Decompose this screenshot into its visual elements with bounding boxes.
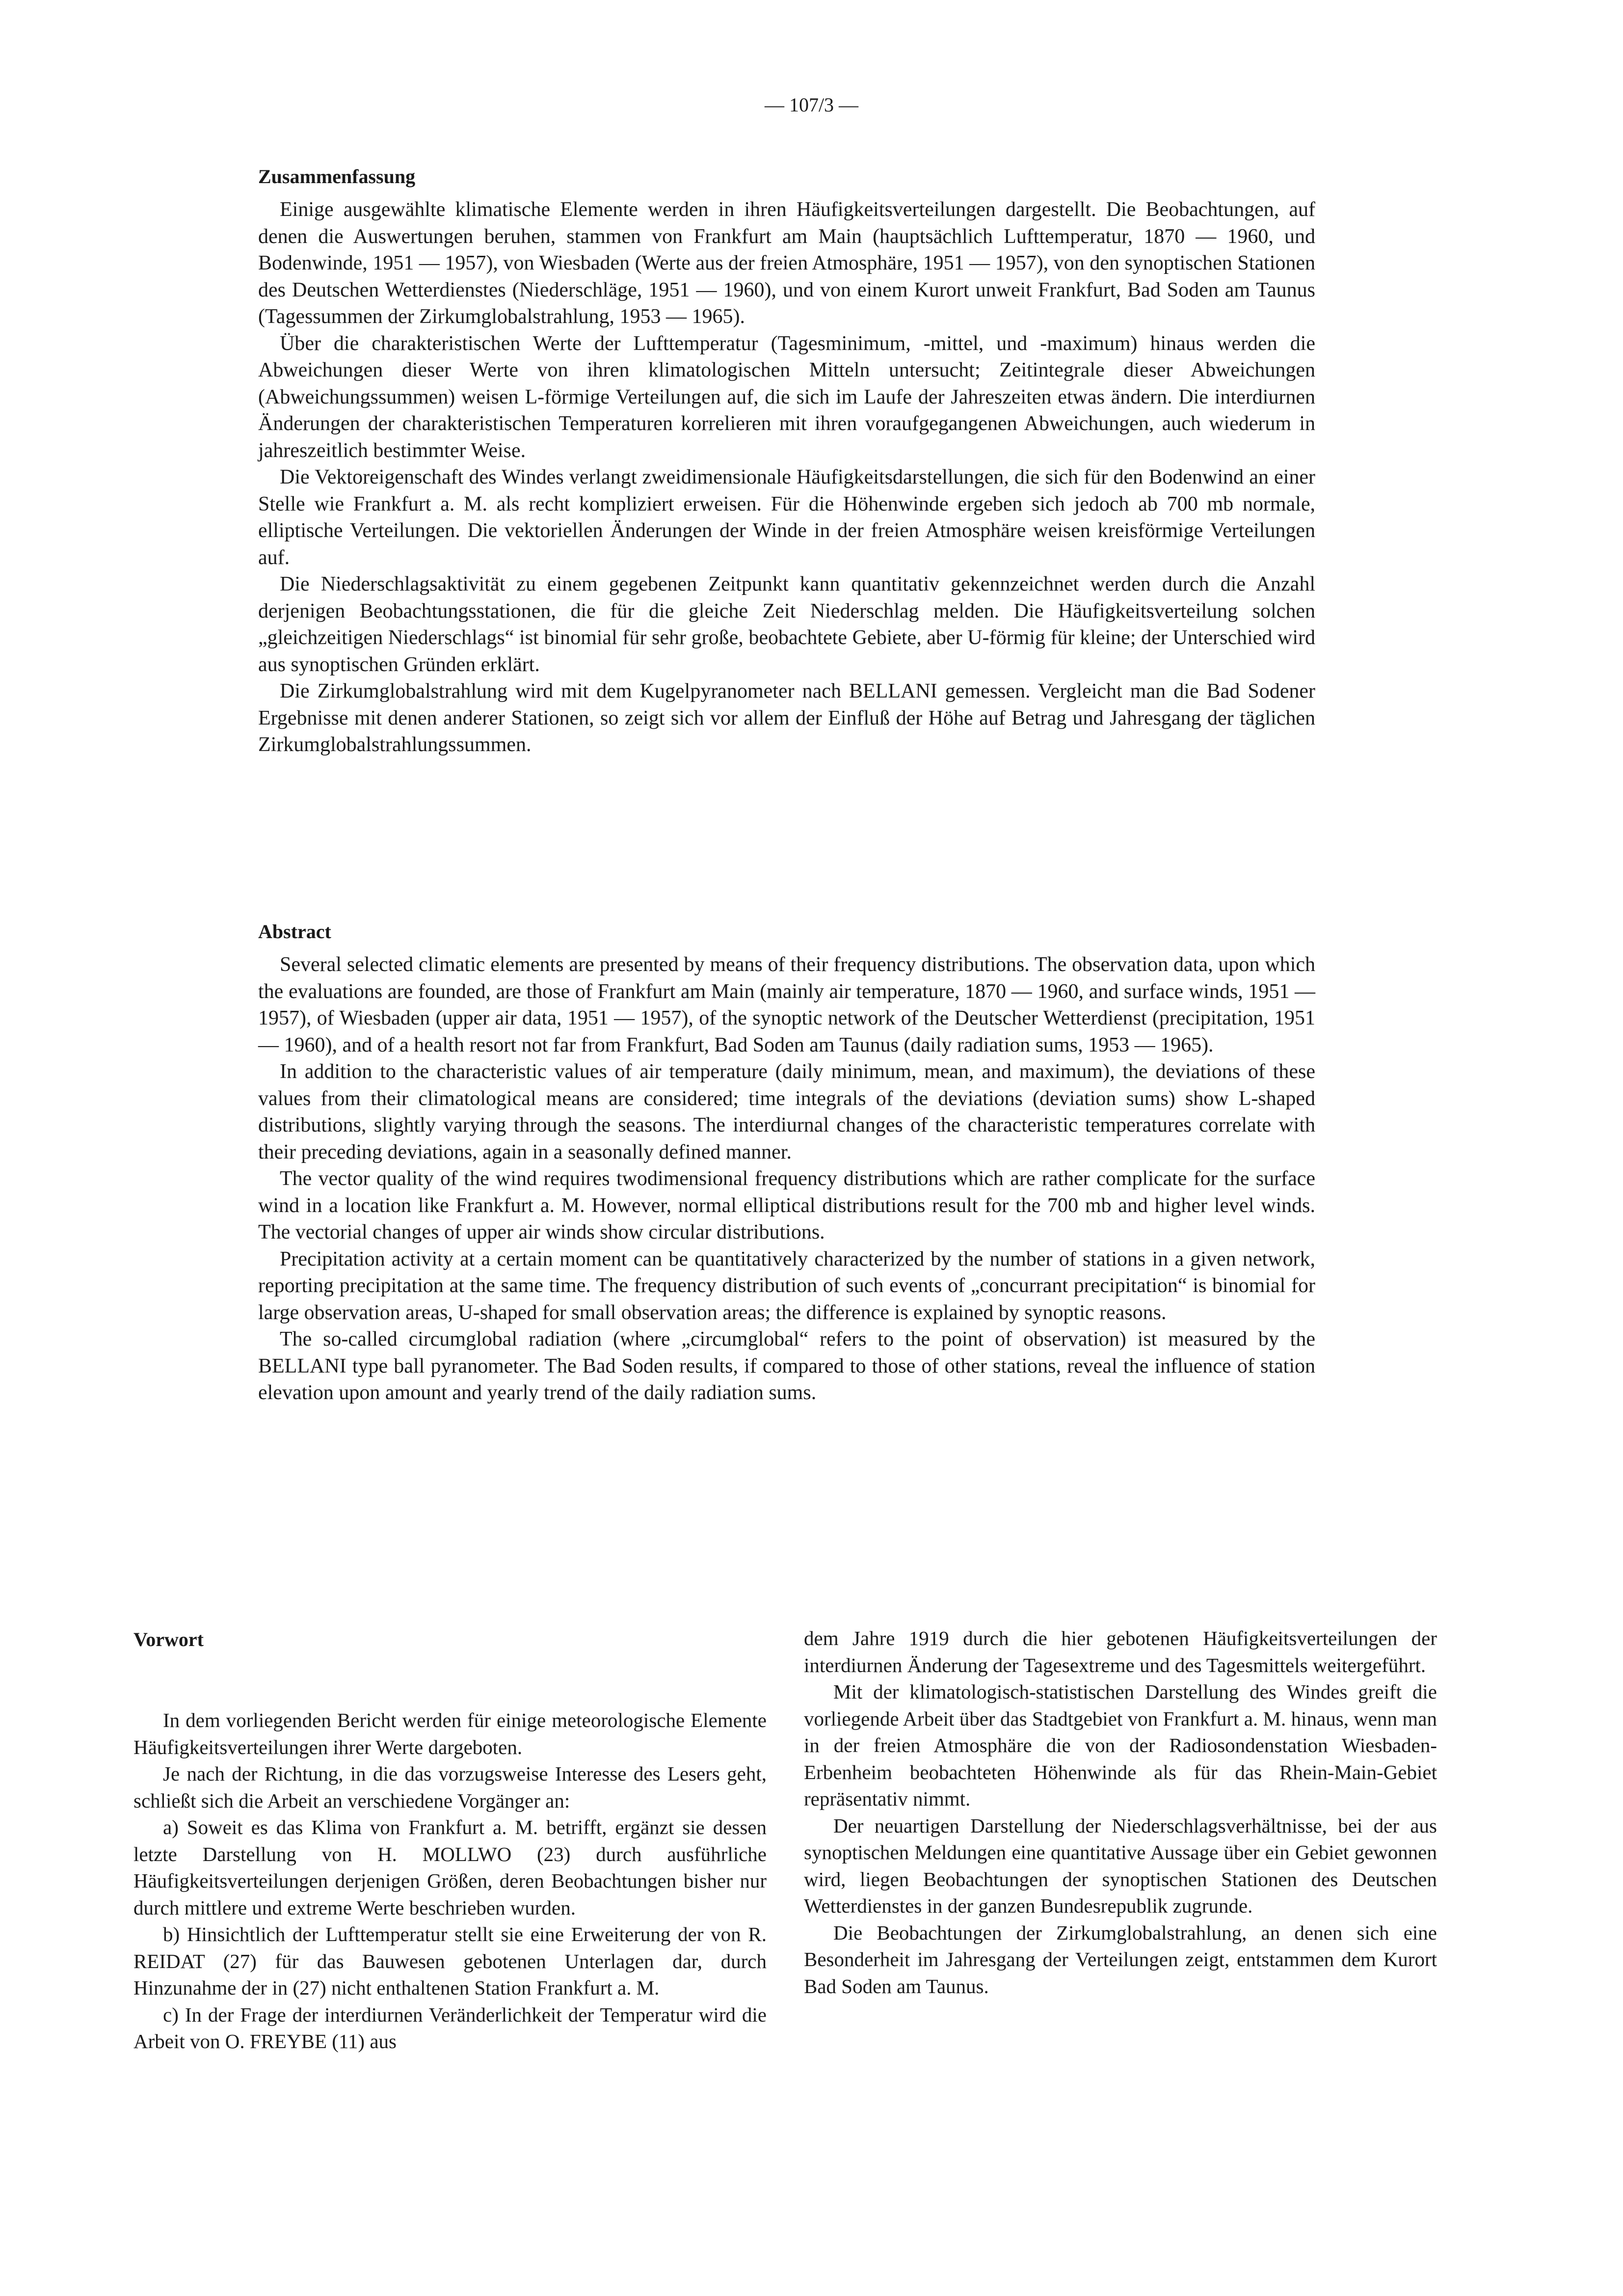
- vorwort-heading: Vorwort: [133, 1628, 204, 1650]
- abstract-paragraph: Precipitation activity at a certain moment can be quantitatively characterized by the number of stations in a given network, reporting precipitation at the same time. The frequency distribution of such events of „concurrant precipitation“ is binomial for large observation areas, U-shaped for small observation areas; the difference is explained by synoptic reasons.: [258, 1247, 1315, 1324]
- vorwort-paragraph: b) Hinsichtlich der Lufttemperatur stellt sie eine Erweiterung der von R. REIDAT (27) für das Bauwesen gebotenen Unterlagen dar, durch Hinzunahme der in (27) nicht enthaltenen Station Frankfurt a. M.: [133, 1923, 767, 1999]
- abstract-section: [258, 917, 1315, 1406]
- vorwort-paragraph: a) Soweit es das Klima von Frankfurt a. M. betrifft, ergänzt sie dessen letzte Darstellung von H. MOLLWO (23) durch ausführliche Häufigkeitsverteilungen derjenigen Größen, deren Beobachtungen bisher nur durch mittlere und extreme Werte beschrieben wurden.: [133, 1816, 767, 1919]
- zusammenfassung-paragraph: Einige ausgewählte klimatische Elemente werden in ihren Häufigkeitsverteilungen dargestellt. Die Beobachtungen, auf denen die Auswertungen beruhen, stammen von Frankfurt am Main (hauptsächlich Lufttemperatur, 1870 — 1960, und Bodenwinde, 1951 — 1957), von Wiesbaden (Werte aus der freien Atmosphäre, 1951 — 1957), von den synoptischen Stationen des Deutschen Wetterdienstes (Niederschläge, 1951 — 1960), und von einem Kurort unweit Frankfurt, Bad Soden am Taunus (Tagessummen der Zirkumglobalstrahlung, 1953 — 1965).: [258, 198, 1315, 328]
- vorwort-paragraph: Mit der klimatologisch-statistischen Darstellung des Windes greift die vorliegende Arbeit über das Stadtgebiet von Frankfurt a. M. hinaus, wenn man in der freien Atmosphäre die von der Radiosondenstation Wiesbaden-Erbenheim beobachteten Höhenwinde als für das Rhein-Main-Gebiet repräsentativ nimmt.: [804, 1680, 1437, 1810]
- abstract-paragraph: Several selected climatic elements are presented by means of their frequency distributions. The observation data, upon which the evaluations are founded, are those of Frankfurt am Main (mainly air temperature, 1870 — 1960, and surface winds, 1951 — 1957), of Wiesbaden (upper air data, 1951 — 1957), of the synoptic network of the Deutscher Wetterdienst (precipitation, 1951 — 1960), and of a health resort not far from Frankfurt, Bad Soden am Taunus (daily radiation sums, 1953 — 1965).: [258, 953, 1315, 1056]
- vorwort-paragraph: Die Beobachtungen der Zirkumglobalstrahlung, an denen sich eine Besonderheit im Jahresgang der Verteilungen zeigt, entstammen dem Kurort Bad Soden am Taunus.: [804, 1921, 1437, 1998]
- zusammenfassung-paragraph: Über die charakteristischen Werte der Lufttemperatur (Tagesminimum, -mittel, und -maximum) hinaus werden die Abweichungen dieser Werte von ihren klimatologischen Mitteln untersucht; Zeitintegrale dieser Abweichungen (Abweichungssummen) weisen L-förmige Verteilungen auf, die sich im Laufe der Jahreszeiten etwas ändern. Die interdiurnen Änderungen der charakteristischen Temperaturen korrelieren mit ihren voraufgegangenen Abweichungen, auch wiederum in jahreszeitlich bestimmter Weise.: [258, 332, 1315, 462]
- vorwort-paragraph: Je nach der Richtung, in die das vorzugsweise Interesse des Lesers geht, schließt sich die Arbeit an verschiedene Vorgänger an:: [133, 1762, 767, 1812]
- zusammenfassung-paragraph: Die Niederschlagsaktivität zu einem gegebenen Zeitpunkt kann quantitativ gekennzeichnet werden durch die Anzahl derjenigen Beobachtungsstationen, die für die gleiche Zeit Niederschlag melden. Die Häufigkeitsverteilung solchen „gleichzeitigen Niederschlags“ ist binomial für sehr große, beobachtete Gebiete, aber U-förmig für kleine; der Unterschied wird aus synoptischen Gründen erklärt.: [258, 573, 1315, 676]
- vorwort-paragraph-continuation: dem Jahre 1919 durch die hier gebotenen Häufigkeitsverteilungen der interdiurnen Änderung der Tagesextreme und des Tagesmittels weitergeführt.: [804, 1627, 1437, 1676]
- vorwort-paragraph: c) In der Frage der interdiurnen Veränderlichkeit der Temperatur wird die Arbeit von O. FREYBE (11) aus: [133, 2003, 767, 2053]
- page-number: — 107/3 —: [764, 94, 859, 116]
- abstract-paragraph: The vector quality of the wind requires twodimensional frequency distributions which are rather complicate for the surface wind in a location like Frankfurt a. M. However, normal elliptical distributions result for the 700 mb and higher level winds. The vectorial changes of upper air winds show circular distributions.: [258, 1167, 1315, 1243]
- zusammenfassung-paragraph: Die Vektoreigenschaft des Windes verlangt zweidimensionale Häufigkeitsdarstellungen, die sich für den Bodenwind an einer Stelle wie Frankfurt a. M. als recht kompliziert erweisen. Für die Höhenwinde ergeben sich jedoch ab 700 mb normale, elliptische Verteilungen. Die vektoriellen Änderungen der Winde in der freien Atmosphäre weisen kreisförmige Verteilungen auf.: [258, 466, 1315, 569]
- abstract-heading: Abstract: [258, 920, 331, 943]
- zusammenfassung-section: [258, 162, 1315, 758]
- zusammenfassung-paragraph: Die Zirkumglobalstrahlung wird mit dem Kugelpyranometer nach BELLANI gemessen. Vergleicht man die Bad Sodener Ergebnisse mit denen anderer Stationen, so zeigt sich vor allem der Einfluß der Höhe auf Betrag und Jahresgang der täglichen Zirkumglobalstrahlungssummen.: [258, 680, 1315, 756]
- vorwort-paragraph: Der neuartigen Darstellung der Niederschlagsverhältnisse, bei der aus synoptischen Meldungen eine quantitative Aussage über ein Gebiet gewonnen wird, liegen Beobachtungen der synoptischen Stationen des Deutschen Wetterdienstes in der ganzen Bundesrepublik zugrunde.: [804, 1814, 1437, 1917]
- abstract-paragraph: The so-called circumglobal radiation (where „circumglobal“ refers to the point of observation) ist measured by the BELLANI type ball pyranometer. The Bad Soden results, if compared to those of other stations, reveal the influence of station elevation upon amount and yearly trend of the daily radiation sums.: [258, 1328, 1315, 1404]
- abstract-paragraph: In addition to the characteristic values of air temperature (daily minimum, mean, and maximum), the deviations of these values from their climatological means are considered; time integrals of the deviations (deviation sums) show L-shaped distributions, slightly varying through the seasons. The interdiurnal changes of the characteristic temperatures correlate with their preceding deviations, again in a seasonally defined manner.: [258, 1060, 1315, 1163]
- vorwort-left-column: [133, 1654, 767, 2055]
- vorwort-right-column: [804, 1625, 1437, 1999]
- zusammenfassung-heading: Zusammenfassung: [258, 165, 416, 188]
- vorwort-paragraph: In dem vorliegenden Bericht werden für einige meteorologische Elemente Häufigkeitsverteilungen ihrer Werte dargeboten.: [133, 1709, 767, 1758]
- vorwort-section: [133, 1625, 1437, 2055]
